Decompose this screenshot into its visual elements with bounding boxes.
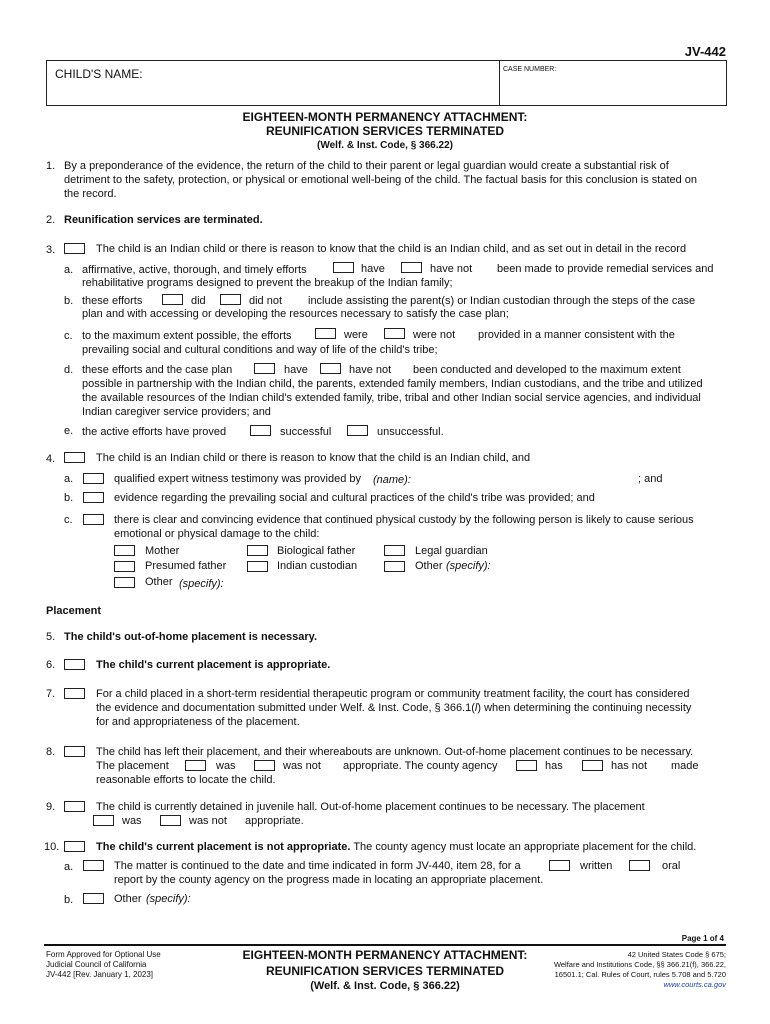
item8-number: 8. (46, 746, 56, 758)
item4-checkbox[interactable] (64, 452, 85, 463)
childs-name-field[interactable] (55, 83, 495, 101)
footer-left-line1: Form Approved for Optional Use (46, 950, 161, 959)
item10a-oral-label: oral (662, 860, 681, 872)
item3c-pre: to the maximum extent possible, the efforts (82, 330, 292, 342)
item4b-checkbox[interactable] (83, 492, 104, 503)
item8-made: made (671, 760, 699, 772)
item3a-letter: a. (64, 264, 74, 276)
item10b-letter: b. (64, 894, 74, 906)
other2-specify: (specify): (446, 560, 491, 572)
footer-left (46, 950, 161, 980)
item3-checkbox[interactable] (64, 243, 85, 254)
item10b-checkbox[interactable] (83, 893, 104, 904)
item7-checkbox[interactable] (64, 688, 85, 699)
item8-placement: The placement (96, 760, 169, 772)
item9-was-not-checkbox[interactable] (160, 815, 181, 826)
item9-number: 9. (46, 801, 56, 813)
case-number-field[interactable] (505, 77, 723, 101)
item8-was-not-label: was not (283, 760, 321, 772)
item7-number: 7. (46, 688, 56, 700)
presumed-father-checkbox[interactable] (114, 561, 135, 572)
item9-appropriate: appropriate. (245, 815, 304, 827)
item6-text: The child's current placement is appropriate. (96, 659, 331, 671)
item10-text (96, 840, 696, 854)
footer-left-line2: Judicial Council of California (46, 960, 147, 969)
legal-guardian-label: Legal guardian (415, 545, 488, 557)
other2-checkbox[interactable] (384, 561, 405, 572)
mother-label: Mother (145, 545, 180, 557)
item2-text: Reunification services are terminated. (64, 214, 263, 226)
other-person-checkbox[interactable] (114, 577, 135, 588)
item4a-text: qualified expert witness testimony was provided by (114, 473, 362, 485)
item3b-pre: these efforts (82, 295, 143, 307)
item4b-text: evidence regarding the prevailing social and cultural practices of the child's tribe was provided; and (114, 492, 595, 504)
item5-number: 5. (46, 631, 56, 643)
item6-number: 6. (46, 659, 56, 671)
item3e-letter: e. (64, 425, 74, 437)
item10a-text: The matter is continued to the date and time indicated in form JV-440, item 28, for a (114, 860, 521, 872)
item3d-have-checkbox[interactable] (254, 363, 275, 374)
item3b-did-checkbox[interactable] (162, 294, 183, 305)
title-line2: REUNIFICATION SERVICES TERMINATED (265, 124, 504, 138)
item8-checkbox[interactable] (64, 746, 85, 757)
item3b-post: include assisting the parent(s) or Indian custodian through the steps of the case (308, 295, 696, 307)
item3e-successful-checkbox[interactable] (250, 425, 271, 436)
footer-right-line2: Welfare and Institutions Code, §§ 366.21(f), 366.22, (553, 960, 726, 969)
item10-bold: The child's current placement is not appropriate. (96, 841, 351, 853)
item3c-line2: prevailing social and cultural conditions and way of life of the child's tribe; (82, 344, 438, 356)
item9-was-checkbox[interactable] (93, 815, 114, 826)
item6-checkbox[interactable] (64, 659, 85, 670)
item8-was-label: was (216, 760, 236, 772)
footer-left-line3: JV-442 [Rev. January 1, 2023] (46, 970, 154, 979)
item3d-have-not-label: have not (349, 364, 392, 376)
item4a-letter: a. (64, 473, 74, 485)
other-person-specify: (specify): (179, 578, 224, 590)
item4c-checkbox[interactable] (83, 514, 104, 525)
title-line1: EIGHTEEN-MONTH PERMANENCY ATTACHMENT: (242, 110, 528, 124)
item4a-name-label: (name): (373, 474, 411, 486)
item7-line3: for and appropriateness of the placement. (96, 716, 300, 728)
footer-title-line1: EIGHTEEN-MONTH PERMANENCY ATTACHMENT: (242, 948, 528, 962)
item8-has-label: has (545, 760, 563, 772)
item8-mid: appropriate. The county agency (343, 760, 498, 772)
item7-line2c: ) when determining the continuing necessity (477, 702, 692, 714)
footer-title-line2: REUNIFICATION SERVICES TERMINATED (265, 964, 504, 978)
item3d-line2: possible in partnership with the Indian child, the parents, extended family members, Indian custodians, and the tribe and utilized (82, 378, 703, 390)
item3a-pre: affirmative, active, thorough, and timely efforts (82, 264, 307, 276)
item3a-have-label: have (361, 263, 385, 275)
footer-right (554, 950, 726, 990)
item4-text: The child is an Indian child or there is reason to know that the child is an Indian child, and (96, 452, 531, 464)
item3b-line2: plan and with accessing or developing the resources necessary to satisfy the case plan; (82, 308, 509, 320)
item4-number: 4. (46, 453, 56, 465)
item3d-have-label: have (284, 364, 308, 376)
other-person-label: Other (145, 576, 173, 588)
item3d-post: been conducted and developed to the maximum extent (413, 364, 681, 376)
item3a-line2: rehabilitative programs designed to prevent the breakup of the Indian family; (82, 277, 453, 289)
item3e-successful-label: successful (280, 426, 332, 438)
item1-number: 1. (46, 160, 56, 172)
footer-rule (44, 944, 726, 946)
item4a-suffix: ; and (638, 473, 663, 485)
mother-checkbox[interactable] (114, 545, 135, 556)
item3d-line3: the available resources of the Indian child's extended family, tribe, tribal and other Indian social service agencies, and individual (82, 392, 701, 404)
footer-right-line1: 42 United States Code § 675; (627, 950, 726, 959)
courts-link[interactable]: www.courts.ca.gov (663, 980, 726, 989)
item5-text: The child's out-of-home placement is necessary. (64, 631, 318, 643)
item10a-letter: a. (64, 861, 74, 873)
item4c-line1: there is clear and convincing evidence that continued physical custody by the following person is likely to cause serious (114, 514, 694, 526)
item10b-specify: (specify): (146, 893, 191, 905)
item4a-name-field[interactable] (418, 472, 634, 486)
item8-has-not-label: has not (611, 760, 648, 772)
item2-number: 2. (46, 214, 56, 226)
indian-custodian-checkbox[interactable] (247, 561, 268, 572)
item4a-checkbox[interactable] (83, 473, 104, 484)
item8-has-not-checkbox[interactable] (582, 760, 603, 771)
header-box (46, 60, 727, 106)
item3c-were-label: were (344, 329, 368, 341)
footer-title-code: (Welf. & Inst. Code, § 366.22) (310, 980, 460, 992)
item10b-text: Other (114, 893, 142, 905)
item10a-written-label: written (580, 860, 613, 872)
item3e-unsuccessful-checkbox[interactable] (347, 425, 368, 436)
item3b-did-label: did (191, 295, 206, 307)
item3a-have-not-label: have not (430, 263, 473, 275)
item8-line3: reasonable efforts to locate the child. (96, 774, 276, 786)
biological-father-label: Biological father (277, 545, 356, 557)
item3e-pre: the active efforts have proved (82, 426, 227, 438)
biological-father-checkbox[interactable] (247, 545, 268, 556)
item3a-post: been made to provide remedial services and (497, 263, 714, 275)
title-code: (Welf. & Inst. Code, § 366.22) (317, 140, 453, 151)
item10a-checkbox[interactable] (83, 860, 104, 871)
item3-number: 3. (46, 244, 56, 256)
item3c-were-checkbox[interactable] (315, 328, 336, 339)
item1-line2: detriment to the safety, protection, or physical or emotional well-being of the child. The factual basis for this conclusion is stated on (64, 174, 698, 186)
item3c-were-not-checkbox[interactable] (384, 328, 405, 339)
indian-custodian-label: Indian custodian (277, 560, 358, 572)
item10a-line2: report by the county agency on the progress made in locating an appropriate placement. (114, 874, 544, 886)
item3c-post: provided in a manner consistent with the (478, 329, 675, 341)
item9-was-not-label: was not (189, 815, 227, 827)
item3d-line4: Indian caregiver service providers; and (82, 406, 271, 418)
item7-line1: For a child placed in a short-term residential therapeutic program or community treatment facility, the court has considered (96, 688, 690, 700)
item8-has-checkbox[interactable] (516, 760, 537, 771)
item4c-line2: emotional or physical damage to the child: (114, 528, 320, 540)
item7-line2b: l (474, 702, 478, 714)
item10-rest: The county agency must locate an appropriate placement for the child. (353, 841, 697, 853)
item3d-have-not-checkbox[interactable] (320, 363, 341, 374)
item3d-pre: these efforts and the case plan (82, 364, 233, 376)
item4c-letter: c. (64, 514, 73, 526)
item3c-were-not-label: were not (413, 329, 456, 341)
form-id: JV-442 (684, 44, 726, 59)
item1-line3: the record. (64, 188, 117, 200)
item1-line1: By a preponderance of the evidence, the return of the child to their parent or legal guardian would create a substantial risk of (64, 160, 669, 172)
item3b-did-not-label: did not (249, 295, 283, 307)
item3a-have-checkbox[interactable] (333, 262, 354, 273)
page-number: Page 1 of 4 (681, 934, 724, 943)
item4b-letter: b. (64, 492, 74, 504)
item7-line2a: the evidence and documentation submitted under Welf. & Inst. Code, § 366.1( (96, 702, 475, 714)
childs-name-label: CHILD'S NAME: (55, 67, 143, 81)
item10a-written-checkbox[interactable] (549, 860, 570, 871)
item8-was-checkbox[interactable] (185, 760, 206, 771)
item10-number: 10. (44, 841, 60, 853)
item10a-oral-checkbox[interactable] (629, 860, 650, 871)
case-number-label: CASE NUMBER: (503, 66, 557, 73)
item3-text: The child is an Indian child or there is reason to know that the child is an Indian child, and as set out in detail in the record (96, 243, 687, 255)
item3b-did-not-checkbox[interactable] (220, 294, 241, 305)
item9-line1: The child is currently detained in juvenile hall. Out-of-home placement continues to be necessary. The placement (96, 801, 645, 813)
footer-right-line3: 16501.1; Cal. Rules of Court, rules 5.708 and 5.720 (554, 970, 726, 979)
placement-heading: Placement (46, 605, 102, 617)
other2-label: Other (415, 560, 443, 572)
legal-guardian-checkbox[interactable] (384, 545, 405, 556)
item8-line1: The child has left their placement, and their whereabouts are unknown. Out-of-home placement continues to be necessary. (96, 746, 694, 758)
item3c-letter: c. (64, 330, 73, 342)
item9-was-label: was (122, 815, 142, 827)
item10-checkbox[interactable] (64, 841, 85, 852)
item3a-have-not-checkbox[interactable] (401, 262, 422, 273)
item3e-unsuccessful-label: unsuccessful. (377, 426, 444, 438)
item3b-letter: b. (64, 295, 74, 307)
presumed-father-label: Presumed father (145, 560, 227, 572)
item9-checkbox[interactable] (64, 801, 85, 812)
item3d-letter: d. (64, 364, 74, 376)
item7-line2 (96, 701, 691, 715)
item8-was-not-checkbox[interactable] (254, 760, 275, 771)
